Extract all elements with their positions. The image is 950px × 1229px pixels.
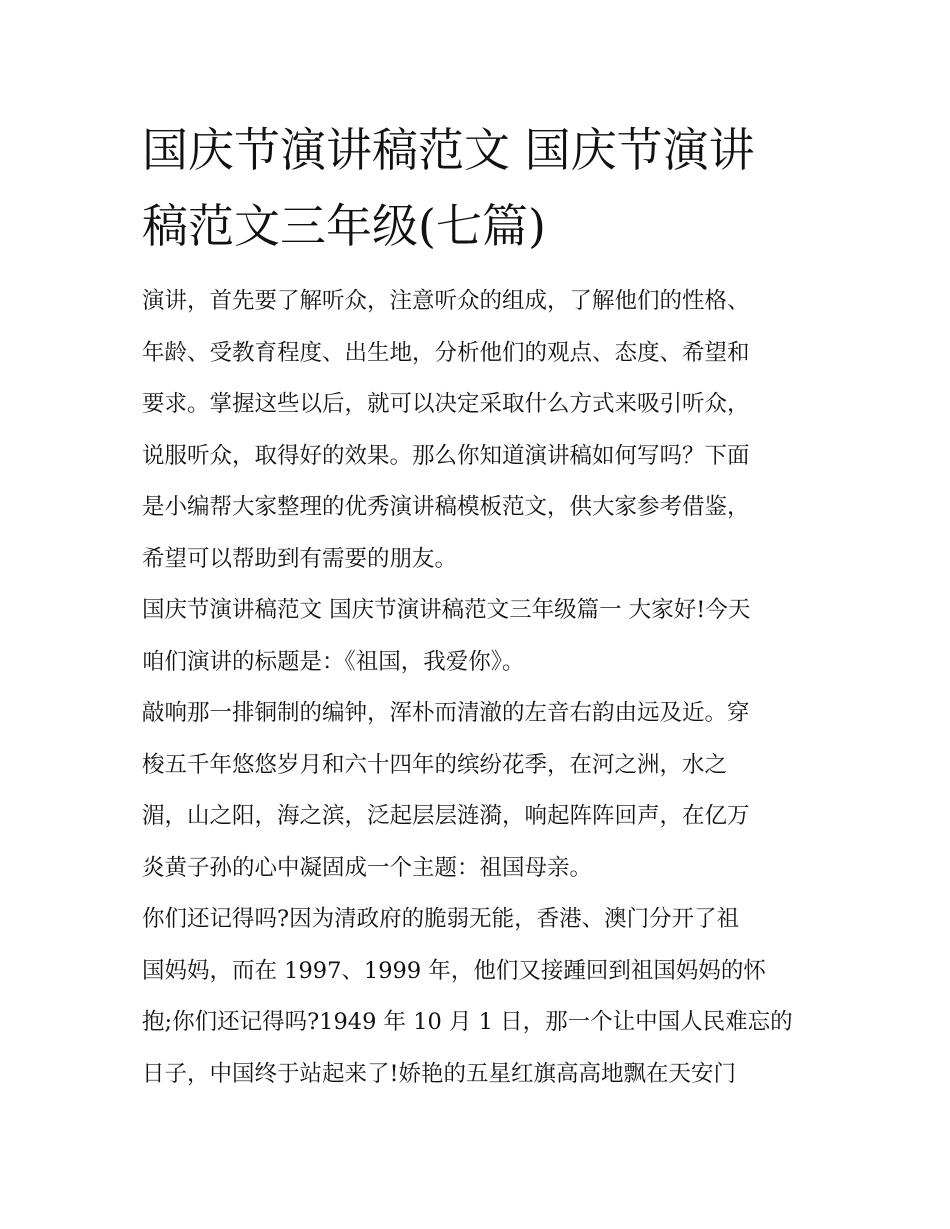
- text-line: 湄，山之阳，海之滨，泛起层层涟漪，响起阵阵回声，在亿万: [142, 803, 750, 829]
- paragraph-bells: [142, 688, 822, 894]
- text-line: 说服听众，取得好的效果。那么你知道演讲稿如何写吗？下面: [142, 442, 750, 469]
- paragraph-intro: [142, 276, 822, 585]
- paragraph-history: [142, 894, 822, 1100]
- text-line: 咱们演讲的标题是：《祖国，我爱你》。: [142, 648, 525, 675]
- text-line: 你们还记得吗?因为清政府的脆弱无能，香港、澳门分开了祖: [142, 906, 740, 932]
- text-line: 要求。掌握这些以后，就可以决定采取什么方式来吸引听众，: [142, 391, 750, 417]
- title-line: 稿范文三年级(七篇): [142, 199, 546, 253]
- text-line: 日子，中国终于站起来了!娇艳的五星红旗高高地飘在天安门: [142, 1060, 737, 1087]
- text-line: 抱;你们还记得吗?1949 年 10 月 1 日，那一个让中国人民难忘的: [142, 1009, 793, 1035]
- text-line: 敲响那一排铜制的编钟，浑朴而清澈的左音右韵由远及近。穿: [142, 700, 750, 726]
- text-line: 梭五千年悠悠岁月和六十四年的缤纷花季，在河之洲，水之: [142, 751, 728, 778]
- text-line: 希望可以帮助到有需要的朋友。: [142, 545, 458, 572]
- text-line: 演讲，首先要了解听众，注意听众的组成，了解他们的性格、: [142, 288, 750, 314]
- document-title: [142, 112, 822, 264]
- text-line: 是小编帮大家整理的优秀演讲稿模板范文，供大家参考借鉴，: [142, 494, 750, 520]
- title-line: 国庆节演讲稿范文 国庆节演讲: [142, 123, 755, 177]
- text-line: 国庆节演讲稿范文 国庆节演讲稿范文三年级篇一 大家好!今天: [142, 597, 751, 623]
- paragraph-greeting: [142, 585, 822, 688]
- text-line: 炎黄子孙的心中凝固成一个主题：祖国母亲。: [142, 854, 593, 881]
- document-body: [142, 276, 822, 1100]
- text-line: 国妈妈，而在 1997、1999 年，他们又接踵回到祖国妈妈的怀: [142, 957, 766, 984]
- text-line: 年龄、受教育程度、出生地，分析他们的观点、态度、希望和: [142, 339, 750, 366]
